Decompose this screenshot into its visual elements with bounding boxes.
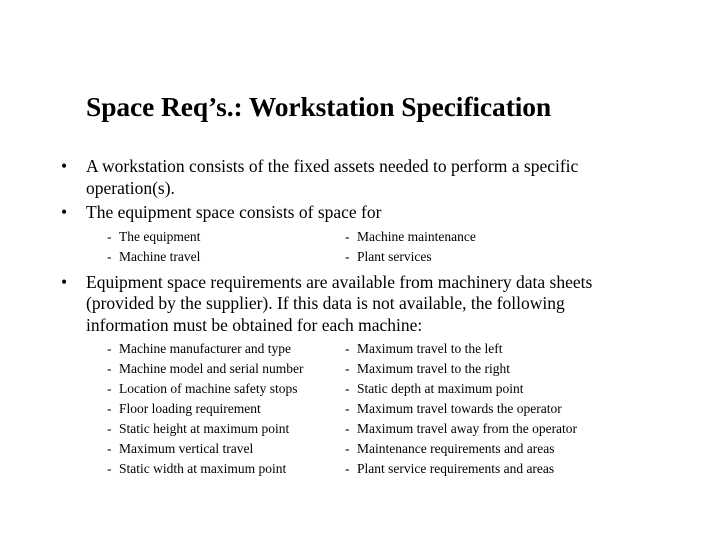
- list-item: [345, 439, 645, 459]
- dash-marker-icon: -: [345, 361, 350, 376]
- dash-marker-icon: -: [345, 341, 350, 356]
- list-item-label: Machine manufacturer and type: [119, 341, 292, 356]
- page-title: Space Req’s.: Workstation Specification: [86, 91, 552, 123]
- list-item-label: Location of machine safety stops: [119, 381, 298, 396]
- list-item: [345, 227, 645, 247]
- list-item: [345, 419, 645, 439]
- bullet-text-3: Equipment space requirements are available from machinery data sheets (provided by the supplier). If this data is not available, the following information must be obtained for each machine:: [86, 271, 593, 335]
- dash-marker-icon: -: [107, 401, 112, 416]
- sublist-machine-info: [0, 339, 720, 479]
- list-item: [107, 359, 352, 379]
- list-item-label: Maximum travel to the left: [357, 341, 503, 356]
- dash-marker-icon: -: [107, 228, 112, 244]
- dash-marker-icon: -: [345, 421, 350, 436]
- dash-marker-icon: -: [107, 341, 112, 356]
- list-item-label: The equipment: [119, 228, 201, 244]
- list-item: [107, 247, 352, 267]
- bullet-marker-icon: •: [61, 202, 68, 222]
- dash-marker-icon: -: [107, 381, 112, 396]
- bullet-text-2: The equipment space consists of space for: [86, 202, 382, 222]
- slide-body: [0, 156, 720, 484]
- sublist-equipment-space-left-column: [107, 227, 352, 267]
- list-item-label: Floor loading requirement: [119, 401, 261, 416]
- list-item: [107, 399, 352, 419]
- list-item: [107, 439, 352, 459]
- bullet-marker-icon: •: [61, 271, 68, 292]
- list-item: [107, 459, 352, 479]
- dash-marker-icon: -: [345, 461, 350, 476]
- list-item-label: Machine maintenance: [357, 228, 476, 244]
- dash-marker-icon: -: [345, 441, 350, 456]
- list-item: [107, 419, 352, 439]
- list-item-label: Static width at maximum point: [119, 461, 287, 476]
- list-item: [107, 379, 352, 399]
- dash-marker-icon: -: [345, 228, 350, 244]
- list-item-label: Maintenance requirements and areas: [357, 441, 555, 456]
- sublist-equipment-space: [0, 227, 720, 267]
- list-item: [345, 399, 645, 419]
- list-item-label: Maximum travel towards the operator: [357, 401, 562, 416]
- list-item: [345, 359, 645, 379]
- list-item: [345, 247, 645, 267]
- dash-marker-icon: -: [345, 381, 350, 396]
- bullet-item-2: [0, 202, 720, 224]
- list-item-label: Plant services: [357, 248, 432, 264]
- dash-marker-icon: -: [107, 421, 112, 436]
- bullet-marker-icon: •: [61, 156, 68, 176]
- sublist-machine-info-right-column: [345, 339, 645, 479]
- dash-marker-icon: -: [107, 461, 112, 476]
- dash-marker-icon: -: [345, 248, 350, 264]
- bullet-text-1: A workstation consists of the fixed assets needed to perform a specific operation(s).: [86, 156, 579, 198]
- bullet-item-1: [0, 156, 720, 199]
- dash-marker-icon: -: [107, 248, 112, 264]
- list-item-label: Maximum travel away from the operator: [357, 421, 578, 436]
- list-item: [345, 379, 645, 399]
- dash-marker-icon: -: [107, 441, 112, 456]
- list-item: [107, 339, 352, 359]
- bullet-item-3: [0, 272, 720, 337]
- list-item: [345, 339, 645, 359]
- sublist-equipment-space-right-column: [345, 227, 645, 267]
- list-item-label: Static depth at maximum point: [357, 381, 524, 396]
- dash-marker-icon: -: [107, 361, 112, 376]
- list-item: [107, 227, 352, 247]
- list-item-label: Maximum vertical travel: [119, 441, 254, 456]
- dash-marker-icon: -: [345, 401, 350, 416]
- list-item: [345, 459, 645, 479]
- sublist-machine-info-left-column: [107, 339, 352, 479]
- list-item-label: Plant service requirements and areas: [357, 461, 555, 476]
- list-item-label: Maximum travel to the right: [357, 361, 510, 376]
- list-item-label: Machine travel: [119, 248, 201, 264]
- list-item-label: Static height at maximum point: [119, 421, 290, 436]
- list-item-label: Machine model and serial number: [119, 361, 304, 376]
